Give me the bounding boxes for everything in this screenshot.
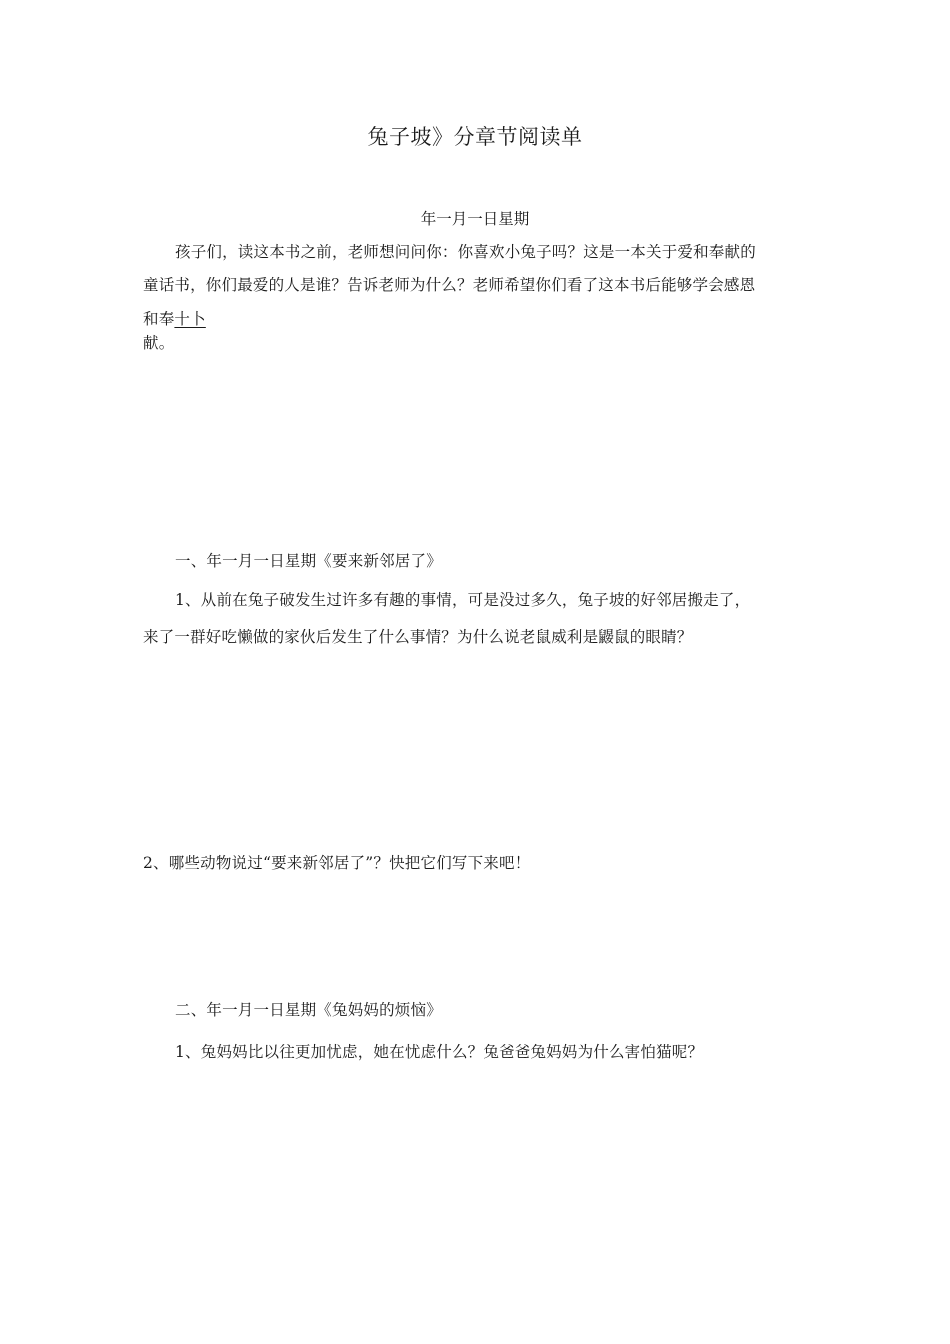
section-1-question-1-line-2: 来了一群好吃懒做的家伙后发生了什么事情？为什么说老鼠威利是鼹鼠的眼睛？ xyxy=(143,628,693,646)
document-title: 兔子坡》分章节阅读单 xyxy=(367,125,583,149)
intro-line-1: 孩子们，读这本书之前，老师想问问你：你喜欢小兔子吗？这是一本关于爱和奉献的 xyxy=(175,243,756,261)
intro-line-4: 献。 xyxy=(143,334,175,352)
section-2-question-1: 1、兔妈妈比以往更加忧虑，她在忧虑什么？兔爸爸兔妈妈为什么害怕猫呢？ xyxy=(175,1043,704,1061)
intro-line-3-underlined: 十卜 xyxy=(174,310,206,328)
section-1-heading: 一、年一月一日星期《要来新邻居了》 xyxy=(175,552,442,570)
intro-line-2: 童话书，你们最爱的人是谁？告诉老师为什么？老师希望你们看了这本书后能够学会感恩 xyxy=(143,276,756,294)
section-1-question-2: 2、哪些动物说过“要来新邻居了”？快把它们写下来吧！ xyxy=(143,854,531,872)
intro-line-3 xyxy=(143,307,206,329)
intro-line-3-prefix: 和奉 xyxy=(143,310,175,328)
section-2-heading: 二、年一月一日星期《兔妈妈的烦恼》 xyxy=(175,1001,442,1019)
date-line: 年一月一日星期 xyxy=(420,210,530,228)
section-1-question-1-line-1: 1、从前在兔子破发生过许多有趣的事情，可是没过多久，兔子坡的好邻居搬走了， xyxy=(175,591,751,609)
